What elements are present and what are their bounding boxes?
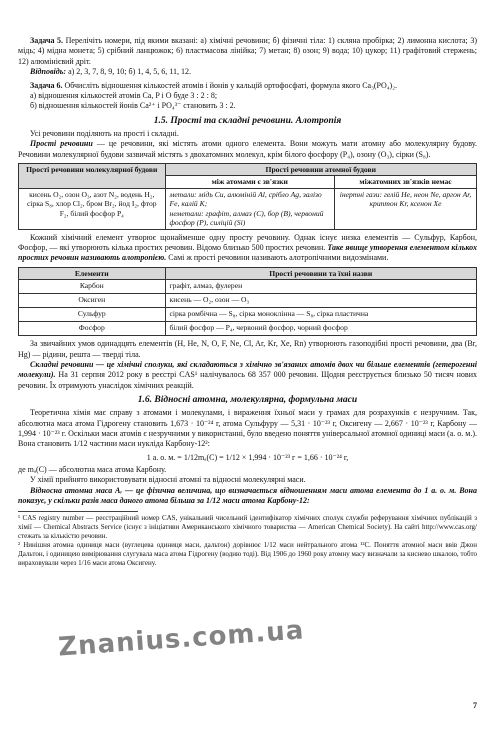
page-number: 7	[473, 701, 477, 710]
table2-element: Сульфур	[19, 308, 166, 322]
simple-substances-table	[18, 163, 477, 229]
complex-text: На 31 серпня 2012 року в реєстрі CAS¹ налічувалось 68 357 000 речовин. Щодня реєструється близько 50 тисяч нових речовин. Їх отримують унаслідок хімічних реакцій.	[18, 370, 477, 390]
simple-substances-term: Прості речовини	[30, 139, 93, 149]
table-row	[19, 294, 477, 308]
table2-substances: графіт, алмаз, фулерен	[165, 280, 476, 294]
states-paragraph: За звичайних умов одинадцять елементів (H, He, N, O, F, Ne, Cl, Ar, Kr, Xe, Rn) утворюють газоподібні прості речовини, два (Br, Hg) — рідини, решта — тверді тіла.	[18, 339, 477, 359]
table-row	[19, 308, 477, 322]
task5-text: Перелічіть номери, під якими вказані: а) хімічні речовини; б) фізичні тіла: 1) скляна пробірка; 2) лимонна кислота; 3) мідь; 4) мідна монета; 5) срібний ланцюжок; 6) пластмасова лінійка; 7) метан; 8) озон; 9) вода; 10) цукор; 11) графітовий стержень; 12) алюмінієвий дріт.	[18, 36, 478, 66]
formula-explanation: де mₐ(C) — абсолютна маса атома Карбону.	[18, 464, 167, 474]
complex-definition: — це хімічні сполуки, які складаються з хімічно зв'язаних атомів двох чи більше елементів (гетерогенні молекули).	[18, 359, 477, 380]
complex-term: Складні речовини	[30, 359, 94, 369]
allotropy-text2: Самі ж прості речовини називають алотропічними видозмінами.	[166, 253, 389, 263]
task6-label: Задача 6.	[30, 80, 63, 90]
footnotes	[18, 514, 477, 568]
table1-cell-bonded	[165, 188, 334, 229]
table1-subheader-no-bonds: міжатомних зв'язків немає	[335, 176, 477, 188]
section-1-5-intro: Усі речовини поділяють на прості і складні.	[30, 128, 179, 138]
section-1-5-title: 1.5. Прості та складні речовини. Алотропія	[153, 115, 342, 126]
table2-substances: білий фосфор — P₄, червоний фосфор, чорний фосфор	[165, 322, 476, 336]
section-1-6-paragraph2: У хімії прийнято використовувати відносні атомні та відносні молекулярні маси.	[30, 475, 306, 485]
table1-header-atomic: Прості речовини атомної будови	[165, 164, 476, 176]
allotropy-paragraph	[18, 233, 477, 264]
amu-formula: 1 а. о. м. = 1/12mₐ(C) = 1/12 × 1,994 · 10⁻²³ г = 1,66 · 10⁻²⁴ г,	[146, 452, 349, 462]
section-1-6-paragraph1: Теоретична хімія має справу з атомами і молекулами, і вираження їхньої маси у грамах для розрахунків є незручним. Так, абсолютна маса атома Гідрогену становить 1,673 · 10⁻²⁴ г, атома Сульфуру — 5,31 · 10⁻²³ г, Оксигену — 2,667 · 10⁻²³ г, Карбону — 1,994 · 10⁻²³ г. Оскільки маси атомів є незручними у використанні, було введено поняття універсальної атомної одиниці маси (а. о. м.). Вона становить 1/12 частини маси нукліда Карбону-12²:	[18, 408, 477, 449]
table2-header-elements: Елементи	[19, 267, 166, 279]
table1-nonmetals: неметали: графіт, алмаз (C), бор (B), червоний фосфор (P), силіцій (Si)	[169, 208, 324, 228]
task5-answer-text: а) 2, 3, 7, 8, 9, 10; б) 1, 4, 5, 6, 11, 12.	[68, 67, 191, 77]
table2-element: Фосфор	[19, 322, 166, 336]
footnote-divider	[18, 511, 138, 512]
relative-atomic-mass-paragraph	[18, 486, 477, 507]
table1-subheader-bonds: між атомами є зв'язки	[165, 176, 334, 188]
task5-answer-label: Відповідь:	[30, 67, 67, 77]
footnote-1: ¹ CAS registry number — реєстраційний номер CAS, унікальний чисельний ідентифікатор хімічних сполук служби реферування хімічних публікацій з хімії — Chemical Abstracts Service (існує з ініціативи Американського хімічного товариства — American Chemical Society). На сайті http://www.cas.org/ стежать за кількістю речовин.	[18, 514, 477, 541]
allotropy-text1: Кожний хімічний елемент утворює щонайменше одну просту речовину. Однак існує низка елементів — Сульфур, Карбон, Фосфор, — які утворюють кілька простих речовин. Відомо близько 500 простих речовин.	[18, 232, 477, 252]
table1-metals: метали: мідь Cu, алюміній Al, срібло Ag, залізо Fe, калій K;	[169, 189, 322, 209]
table2-header-substances: Прості речовини та їхні назви	[165, 267, 476, 279]
table-row	[19, 322, 477, 336]
allotropy-term: Таке явище утворення елементом кількох простих речовин називають алотропією.	[18, 242, 478, 263]
task6-a: а) відношення кількостей атомів Ca, P і O буде 3 : 2 : 8;	[30, 91, 218, 101]
task6-text: Обчисліть відношення кількостей атомів і йонів у кальцій ортофосфаті, формула якого Ca₃(PO₄)₂.	[64, 80, 398, 90]
table1-header-molecular: Прості речовини молекулярної будови	[19, 164, 166, 189]
section-1-6-title: 1.6. Відносні атомна, молекулярна, формульна маси	[137, 395, 358, 406]
watermark: Znanius.com.ua	[57, 615, 306, 663]
table2-element: Оксиген	[19, 294, 166, 308]
task6-paragraph	[18, 81, 477, 91]
textbook-page	[18, 36, 477, 736]
table1-cell-inert: інертні гази: гелій He, неон Ne, аргон Ar, криптон Kr, ксенон Xe	[335, 188, 477, 229]
simple-substances-text: — це речовини, які містять атоми одного елемента. Вони можуть мати атомну або молекулярну будову. Речовини молекулярної будови зазвичай містять з двохатомних молекул, крім білого фосфору (P₄), озону (O₃), сірки (S₈).	[18, 139, 477, 159]
task5-label: Задача 5.	[30, 36, 64, 45]
table2-substances: сірка ромбічна — S₈, сірка моноклінна — S₈, сірка пластична	[165, 308, 476, 322]
task6-b: б) відношення кількостей йонів Ca²⁺ і PO₄³⁻ становить 3 : 2.	[30, 101, 236, 111]
task5-answer	[18, 67, 477, 77]
table2-substances: кисень — O₂, озон — O₃	[165, 294, 476, 308]
relative-atomic-mass-definition: — це фізична величина, що визначається відношенням маси атома елемента до 1 а. о. м. Вона показує, у скільки разів маса даного атома більша за 1/12 маси атома Карбону-12:	[18, 485, 477, 505]
footnote-2: ² Нинішня атомна одиниця маси (вуглецева одиниця маси, дальтон) дорівнює 1/12 маси нейтрального атома ¹²C. Поняття атомної маси ввів Джон Дальтон, і одиницею вимірювання слугувала маса атома Гідрогену (водню тоді). Від 1906 до 1960 року атомну масу визначали за киснево шкалою, тобто вираховували через 1/16 маси атома Оксигену.	[18, 541, 477, 568]
relative-atomic-mass-term: Відносна атомна маса Aᵣ	[30, 485, 123, 495]
complex-substances-paragraph	[18, 360, 477, 391]
table2-element: Карбон	[19, 280, 166, 294]
table-row	[19, 280, 477, 294]
simple-substances-definition	[18, 139, 477, 160]
allotropes-table	[18, 267, 477, 336]
table1-cell-molecular: кисень O₂, озон O₃, азот N₂, водень H₂, сірка S₈, хлор Cl₂, бром Br₂, йод I₂, фтор F₂, білий фосфор P₄	[19, 188, 166, 229]
task5-paragraph	[18, 36, 477, 67]
